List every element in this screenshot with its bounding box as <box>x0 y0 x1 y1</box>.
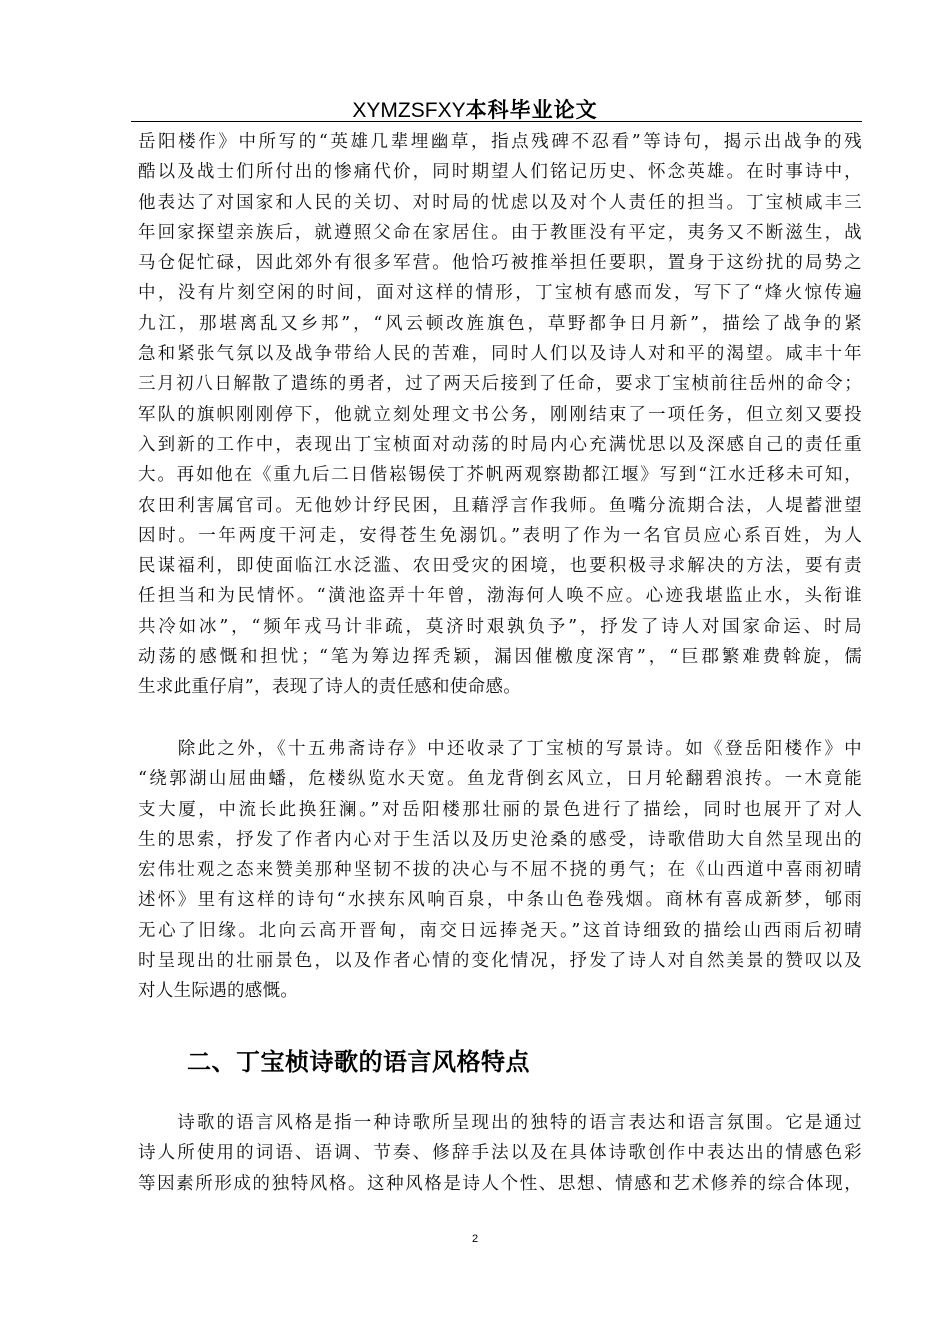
text-line: 酷以及战士们所付出的惨痛代价，同时期望人们铭记历史、怀念英雄。在时事诗中， <box>138 162 862 183</box>
paragraph-block-3 <box>138 1108 862 1199</box>
text-line: 年回家探望亲族后，就遵照父命在家居住。由于教匪没有平定，夷务又不断滋生，战 <box>138 222 862 243</box>
text-line: 九江，那堪离乱又乡邦”，“风云顿改旌旗色，草野都争日月新”，描绘了战争的紧 <box>138 313 862 334</box>
text-line: 民谋福利，即使面临江水泛滥、农田受灾的困境，也要积极寻求解决的方法，要有责 <box>138 556 862 577</box>
text-line: “绕郭湖山屈曲蟠，危楼纵览水天宽。鱼龙背倒玄风立，日月轮翻碧浪抟。一木竟能 <box>138 769 862 790</box>
text-line: 任担当和为民情怀。“潢池盗弄十年曾，渤海何人唤不应。心迹我堪监止水，头衔谁 <box>138 586 862 607</box>
text-line: 时呈现出的壮丽景色，以及作者心情的变化情况，抒发了诗人对自然美景的赞叹以及 <box>138 951 862 972</box>
text-line: 等因素所形成的独特风格。这种风格是诗人个性、思想、情感和艺术修养的综合体现， <box>138 1173 862 1194</box>
text-line: 大。再如他在《重九后二日偕崧锡侯丁芥帆两观察勘都江堰》写到“江水迁移未可知， <box>138 465 862 486</box>
text-line: 军队的旗帜刚刚停下，他就立刻处理文书公务，刚刚结束了一项任务，但立刻又要投 <box>138 404 862 425</box>
text-line: 马仓促忙碌，因此郊外有很多军营。他恰巧被推举担任要职，置身于这纷扰的局势之 <box>138 253 862 274</box>
text-line: 诗人所使用的词语、语调、节奏、修辞手法以及在具体诗歌创作中表达出的情感色彩 <box>138 1143 862 1164</box>
text-line: 共冷如冰”，“频年戎马计非疏，莫济时艰孰负予”，抒发了诗人对国家命运、时局 <box>138 616 862 637</box>
paragraph-block-1 <box>138 127 862 703</box>
text-line: 岳阳楼作》中所写的“英雄几辈埋幽草，指点残碑不忍看”等诗句，揭示出战争的残 <box>138 132 862 152</box>
text-line: 述怀》里有这样的诗句“水挟东风响百泉，中条山色卷残烟。商林有喜成新梦，郇雨 <box>138 890 862 911</box>
text-line: 三月初八日解散了遣练的勇者，过了两天后接到了任命，要求丁宝桢前往岳州的命令； <box>138 374 862 395</box>
text-line: 除此之外，《十五弗斋诗存》中还收录了丁宝桢的写景诗。如《登岳阳楼作》中 <box>138 739 862 759</box>
text-line: 无心了旧缘。北向云高开晋甸，南交日远捧尧天。”这首诗细致的描绘山西雨后初晴 <box>138 920 862 941</box>
header-rule <box>131 121 862 122</box>
text-line: 诗歌的语言风格是指一种诗歌所呈现出的独特的语言表达和语言氛围。它是通过 <box>138 1113 862 1133</box>
running-header <box>0 94 950 124</box>
text-line: 他表达了对国家和人民的关切、对时局的忧虑以及对个人责任的担当。丁宝桢咸丰三 <box>138 192 862 213</box>
page-number: 2 <box>471 1233 479 1245</box>
text-line: 生求此重仔肩”，表现了诗人的责任感和使命感。 <box>138 677 522 698</box>
text-line: 中，没有片刻空闲的时间，面对这样的情形，丁宝桢有感而发，写下了“烽火惊传遍 <box>138 283 862 304</box>
paragraph-block-2 <box>138 734 862 1007</box>
text-line: 对人生际遇的感慨。 <box>138 981 299 1002</box>
text-line: 宏伟壮观之态来赞美那种坚韧不拔的决心与不屈不挠的勇气；在《山西道中喜雨初晴 <box>138 860 862 881</box>
section-heading: 二、丁宝桢诗歌的语言风格特点 <box>187 1048 530 1076</box>
header-cn-text: 本科毕业论文 <box>465 97 598 122</box>
text-line: 支大厦，中流长此换狂澜。”对岳阳楼那壮丽的景色进行了描绘，同时也展开了对人 <box>138 799 862 820</box>
header-latin-text: XYMZSFXY <box>352 99 466 122</box>
text-line: 急和紧张气氛以及战争带给人民的苦难，同时人们以及诗人对和平的渴望。咸丰十年 <box>138 344 862 365</box>
text-line: 因时。一年两度干河走，安得苍生免溺饥。”表明了作为一名官员应心系百姓，为人 <box>138 525 862 546</box>
text-line: 生的思索，抒发了作者内心对于生活以及历史沧桑的感受，诗歌借助大自然呈现出的 <box>138 829 862 850</box>
text-line: 入到新的工作中，表现出丁宝桢面对动荡的时局内心充满忧思以及深感自己的责任重 <box>138 434 862 455</box>
text-line: 动荡的感慨和担忧；“笔为筹边挥秃颖，漏因催檄度深宵”，“巨郡繁难费斡旋，儒 <box>138 647 862 668</box>
text-line: 农田利害属官司。无他妙计纾民困，且藉浮言作我师。鱼嘴分流期合法，人堤蓄泄望 <box>138 495 862 516</box>
